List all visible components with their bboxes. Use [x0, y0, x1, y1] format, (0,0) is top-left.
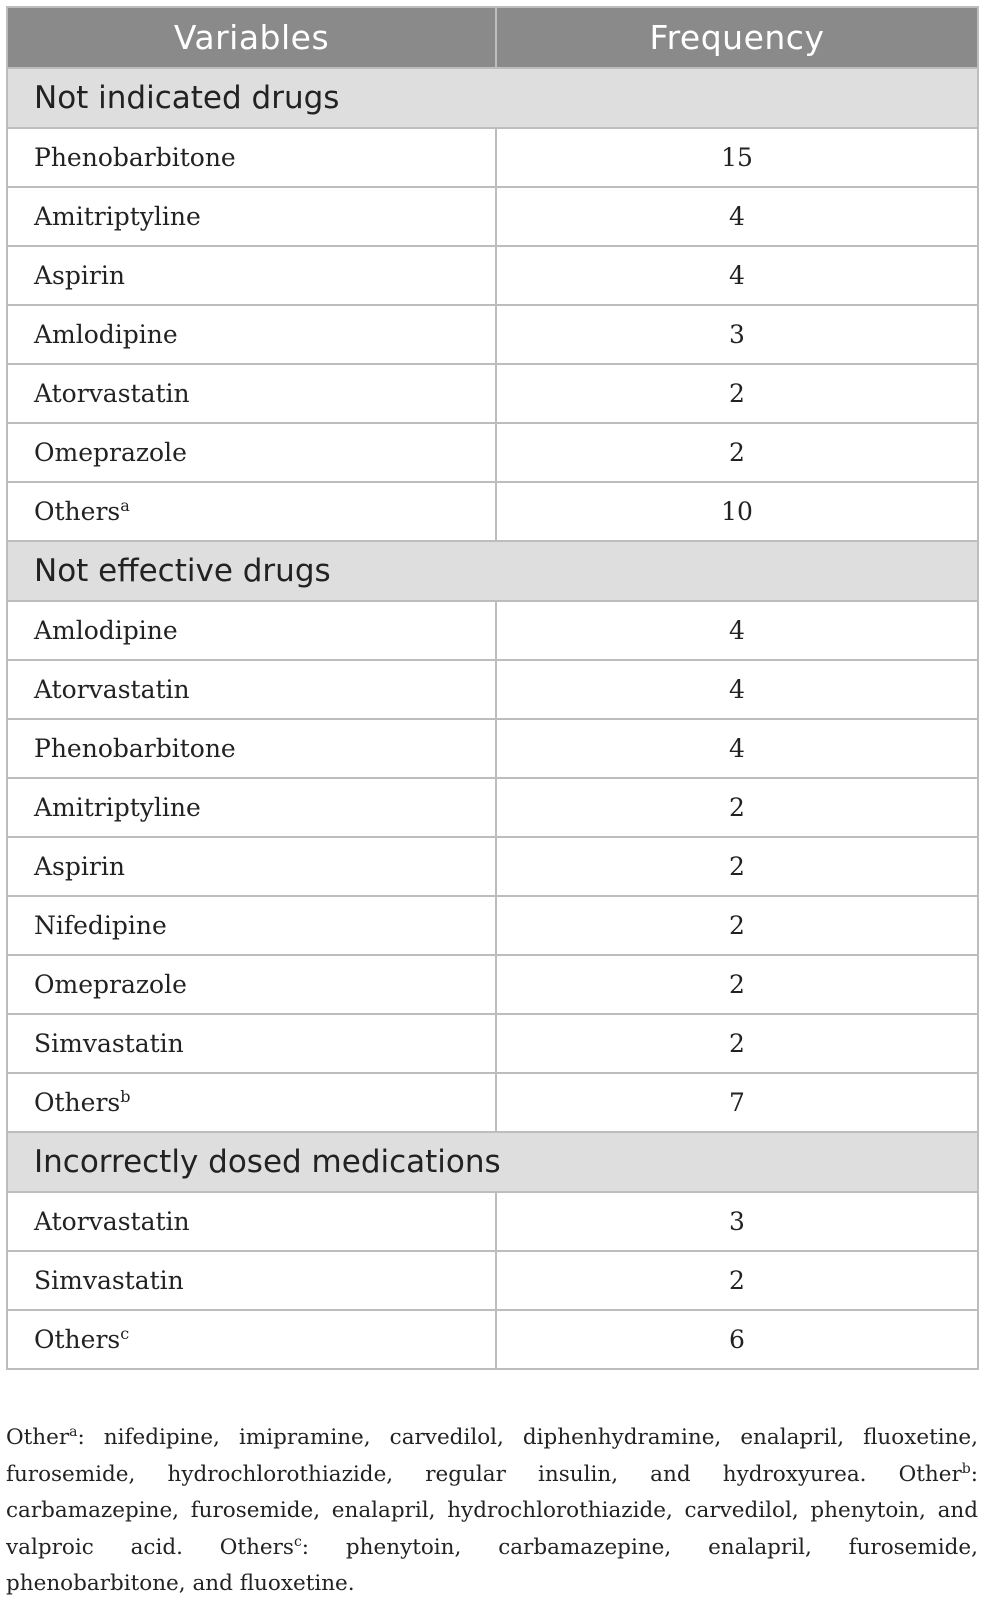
frequency-cell: 4 — [496, 719, 978, 778]
drug-name: Others — [34, 497, 121, 526]
frequency-cell: 2 — [496, 837, 978, 896]
drug-name: Amlodipine — [34, 616, 178, 645]
frequency-cell: 4 — [496, 187, 978, 246]
drug-name: Atorvastatin — [34, 379, 190, 408]
section-title: Not effective drugs — [7, 541, 978, 601]
drug-name: Nifedipine — [34, 911, 167, 940]
footnote-a-sup: a — [69, 1424, 78, 1440]
table-row — [7, 1192, 978, 1251]
table-row — [7, 187, 978, 246]
drug-name-cell — [7, 246, 496, 305]
footnote-marker: c — [120, 1324, 130, 1343]
drug-name: Omeprazole — [34, 970, 187, 999]
frequency-cell: 2 — [496, 364, 978, 423]
footnote-a-text: : nifedipine, imipramine, carvedilol, diphenhydramine, enalapril, fluoxetine, furosemide, hydrochlorothiazide, regular insulin, and hydroxyurea. — [6, 1425, 978, 1487]
table-row — [7, 305, 978, 364]
footnote-b-label: Other — [898, 1461, 962, 1487]
footnote-c-text: : phenytoin, carbamazepine, enalapril, furosemide, phenobarbitone, and fluoxetine. — [6, 1534, 978, 1596]
frequency-cell: 4 — [496, 660, 978, 719]
drug-name: Phenobarbitone — [34, 734, 236, 763]
drug-name-cell — [7, 1073, 496, 1132]
table-row — [7, 837, 978, 896]
footnote-b-text: : carbamazepine, furosemide, enalapril, hydrochlorothiazide, carvedilol, phenytoin, and valproic acid. — [6, 1461, 978, 1560]
drug-name-cell — [7, 128, 496, 187]
drug-name-cell — [7, 1192, 496, 1251]
table-row — [7, 1014, 978, 1073]
frequency-cell: 4 — [496, 601, 978, 660]
frequency-cell: 7 — [496, 1073, 978, 1132]
table-row — [7, 660, 978, 719]
drug-name: Atorvastatin — [34, 675, 190, 704]
drug-name-cell — [7, 955, 496, 1014]
drug-name: Simvastatin — [34, 1266, 184, 1295]
footnote-marker: a — [120, 496, 130, 515]
table-row — [7, 246, 978, 305]
drug-name-cell — [7, 423, 496, 482]
table-row — [7, 955, 978, 1014]
footnote-a-label: Other — [6, 1425, 70, 1450]
frequency-cell: 3 — [496, 1192, 978, 1251]
drug-name: Simvastatin — [34, 1029, 184, 1058]
header-frequency: Frequency — [496, 7, 978, 68]
frequency-cell: 2 — [496, 1014, 978, 1073]
frequency-cell: 2 — [496, 955, 978, 1014]
section-title: Incorrectly dosed medications — [7, 1132, 978, 1192]
drug-name-cell — [7, 482, 496, 541]
section-title: Not indicated drugs — [7, 68, 978, 128]
drug-name: Atorvastatin — [34, 1207, 190, 1236]
frequency-cell: 10 — [496, 482, 978, 541]
footnote-marker: b — [120, 1087, 131, 1106]
frequency-cell: 2 — [496, 896, 978, 955]
drug-name: Aspirin — [34, 261, 125, 290]
section-row — [7, 541, 978, 601]
table-row — [7, 601, 978, 660]
drug-name: Others — [34, 1088, 121, 1117]
table-header-row — [7, 7, 978, 68]
header-variables: Variables — [7, 7, 496, 68]
drug-name: Amitriptyline — [34, 202, 201, 231]
table-row — [7, 778, 978, 837]
drug-name-cell — [7, 660, 496, 719]
drug-name: Others — [34, 1325, 121, 1354]
frequency-cell: 2 — [496, 1251, 978, 1310]
footnote-c-label: Others — [219, 1534, 294, 1560]
drug-name-cell — [7, 601, 496, 660]
drug-name: Amitriptyline — [34, 793, 201, 822]
drug-name: Amlodipine — [34, 320, 178, 349]
footnote-b-sup: b — [961, 1460, 971, 1477]
drug-name-cell — [7, 187, 496, 246]
section-row — [7, 68, 978, 128]
drug-name-cell — [7, 837, 496, 896]
drug-name-cell — [7, 1310, 496, 1369]
frequency-cell: 4 — [496, 246, 978, 305]
table-row — [7, 1310, 978, 1369]
table-footnote — [6, 1420, 978, 1603]
table-container — [6, 6, 977, 1370]
footnote-c-sup: c — [293, 1533, 302, 1550]
table-row — [7, 719, 978, 778]
table-row — [7, 1073, 978, 1132]
drug-name-cell — [7, 1251, 496, 1310]
drug-frequency-table — [6, 6, 979, 1370]
drug-name: Omeprazole — [34, 438, 187, 467]
drug-name: Aspirin — [34, 852, 125, 881]
table-row — [7, 1251, 978, 1310]
frequency-cell: 15 — [496, 128, 978, 187]
drug-name-cell — [7, 305, 496, 364]
frequency-cell: 2 — [496, 778, 978, 837]
frequency-cell: 6 — [496, 1310, 978, 1369]
frequency-cell: 3 — [496, 305, 978, 364]
table-row — [7, 482, 978, 541]
drug-name-cell — [7, 896, 496, 955]
drug-name: Phenobarbitone — [34, 143, 236, 172]
frequency-cell: 2 — [496, 423, 978, 482]
table-row — [7, 128, 978, 187]
drug-name-cell — [7, 778, 496, 837]
drug-name-cell — [7, 1014, 496, 1073]
table-row — [7, 896, 978, 955]
drug-name-cell — [7, 364, 496, 423]
section-row — [7, 1132, 978, 1192]
drug-name-cell — [7, 719, 496, 778]
table-row — [7, 364, 978, 423]
table-body — [7, 68, 978, 1369]
table-row — [7, 423, 978, 482]
